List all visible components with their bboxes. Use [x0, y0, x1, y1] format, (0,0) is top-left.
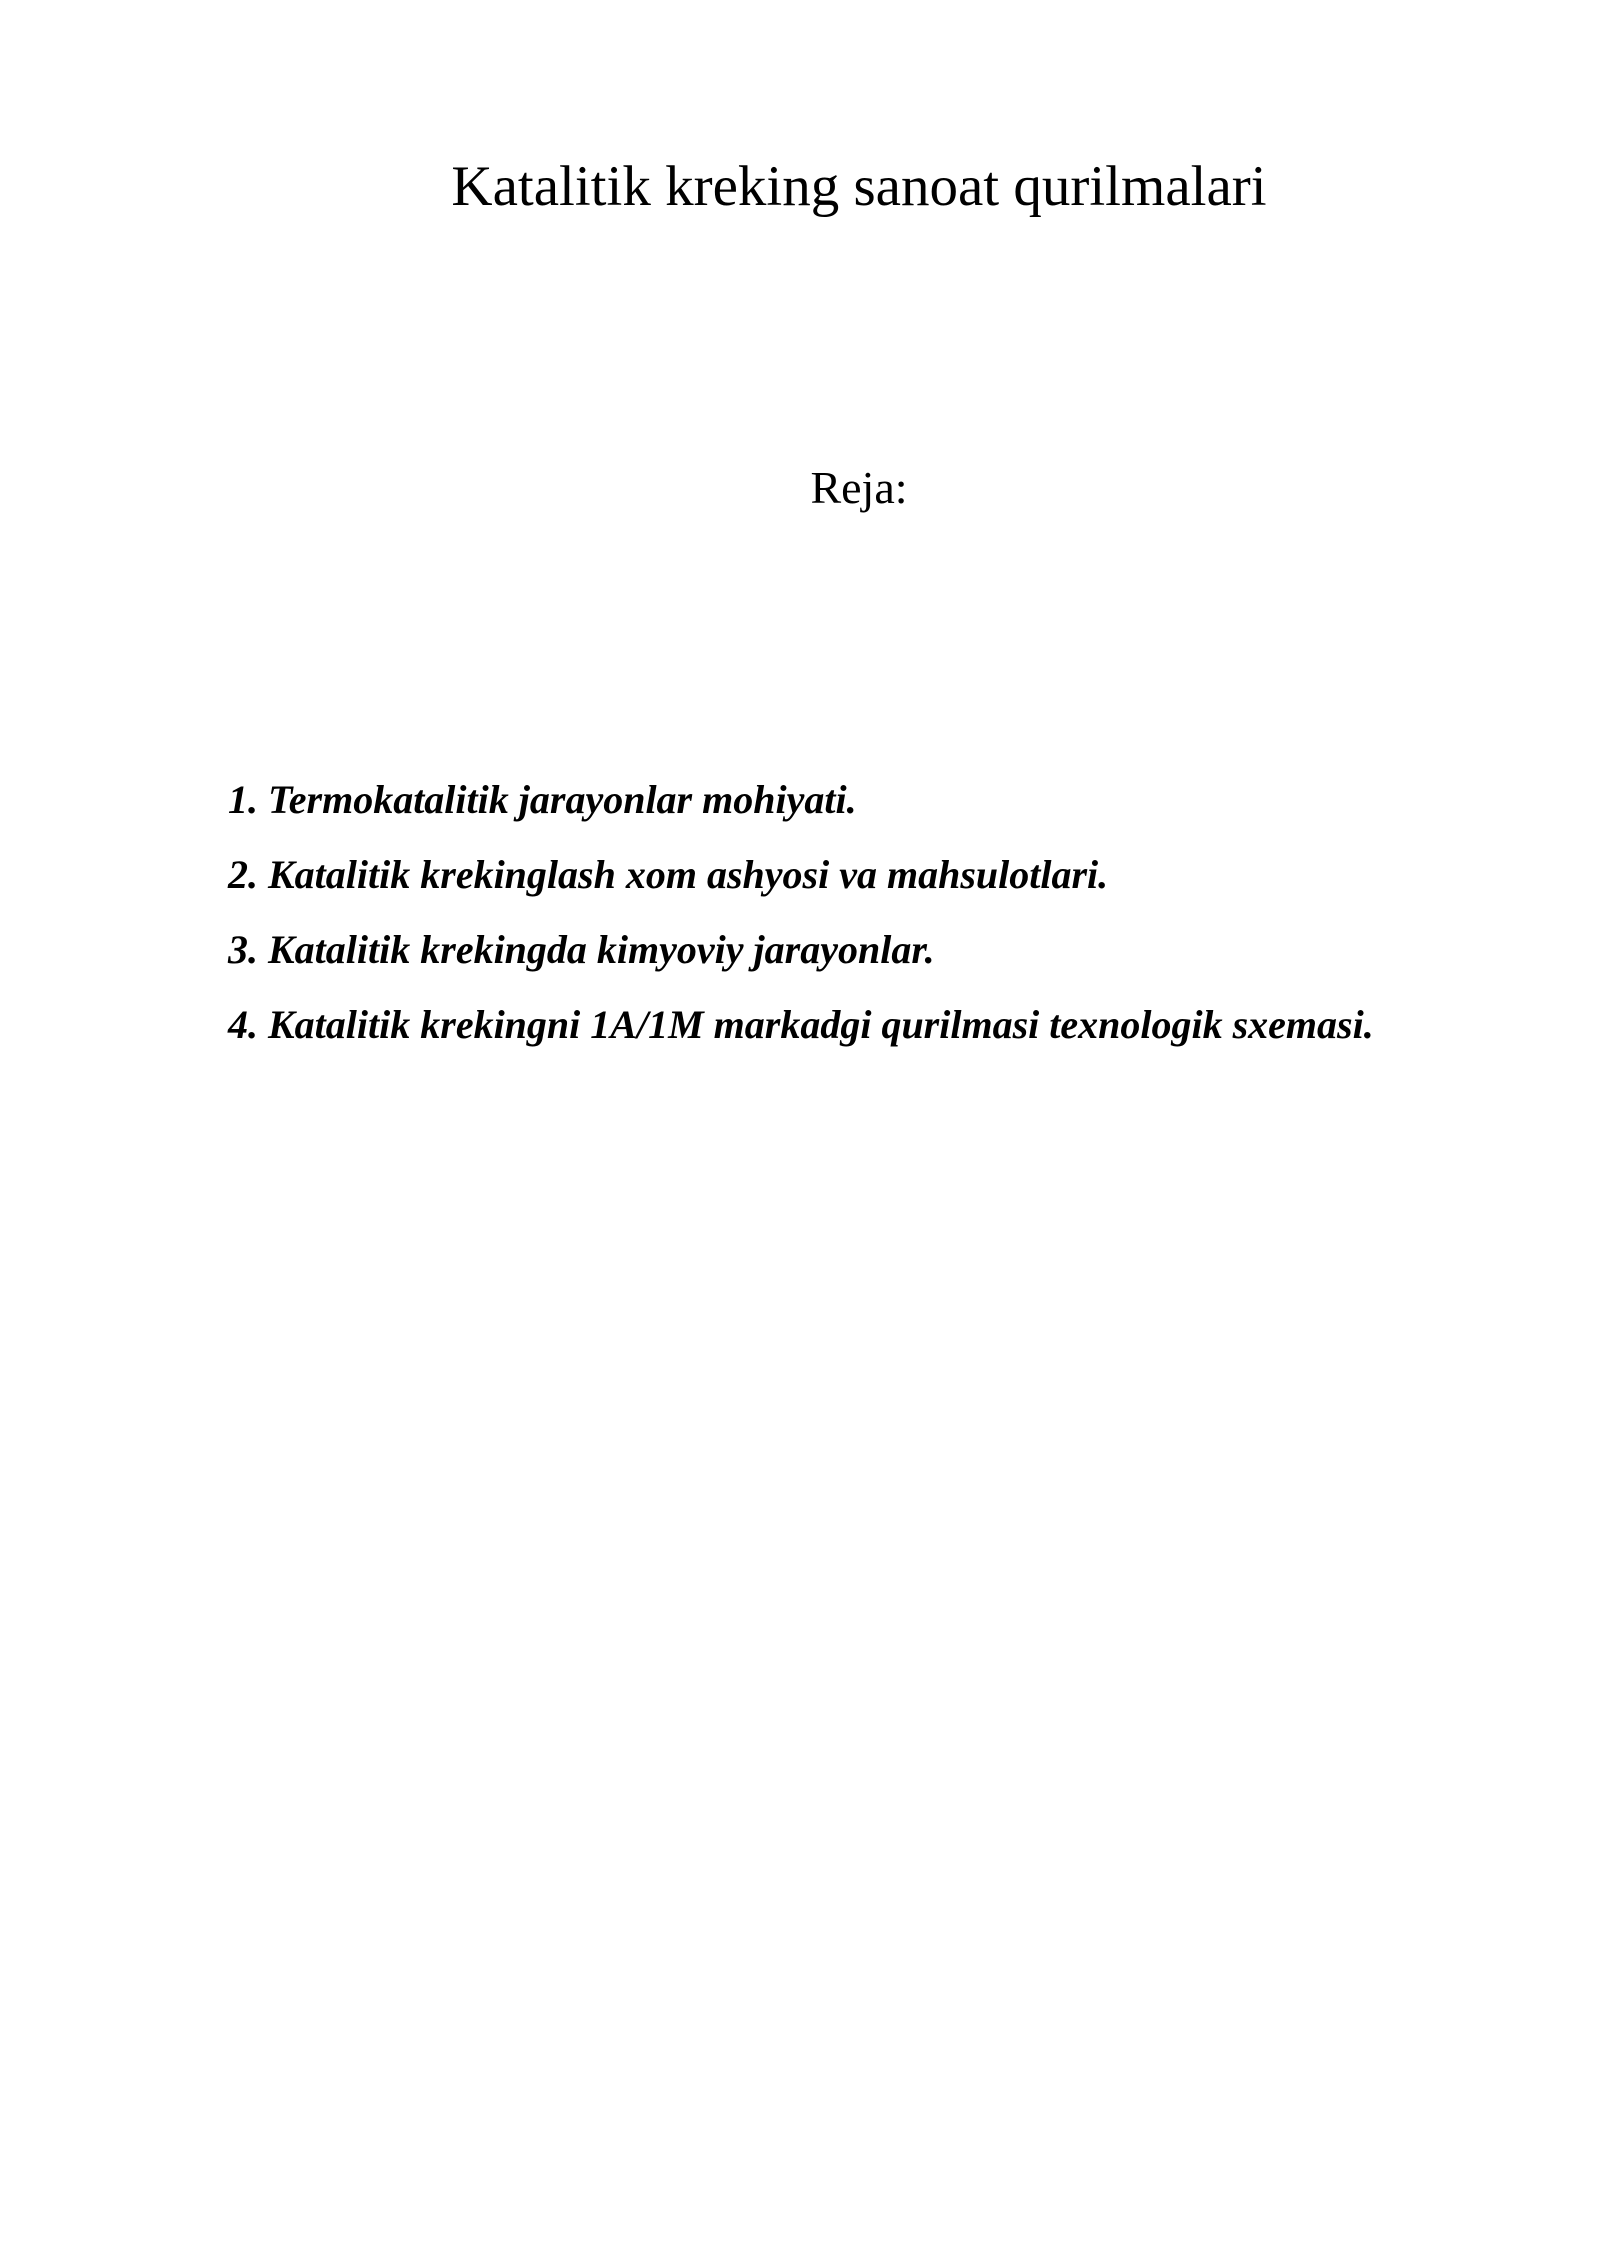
plan-item-text: Katalitik krekingni 1A/1M markadgi qurilmasi texnologik sxemasi. — [268, 1002, 1374, 1047]
plan-item-2 — [228, 847, 1374, 922]
plan-item-text: Katalitik krekinglash xom ashyosi va mahsulotlari. — [268, 852, 1109, 897]
plan-item-text: Katalitik krekingda kimyoviy jarayonlar. — [268, 927, 935, 972]
document-title: Katalitik kreking sanoat qurilmalari — [451, 155, 1267, 218]
plan-item-3 — [228, 922, 1374, 997]
plan-heading: Reja: — [810, 462, 908, 513]
plan-item-text: Termokatalitik jarayonlar mohiyati. — [268, 777, 857, 822]
plan-item-number: 4. — [228, 1002, 258, 1047]
plan-item-number: 1. — [228, 777, 258, 822]
plan-item-1 — [228, 772, 1374, 847]
plan-list — [228, 772, 1374, 1072]
plan-item-4 — [228, 997, 1374, 1072]
plan-item-number: 2. — [228, 852, 258, 897]
plan-item-number: 3. — [228, 927, 258, 972]
